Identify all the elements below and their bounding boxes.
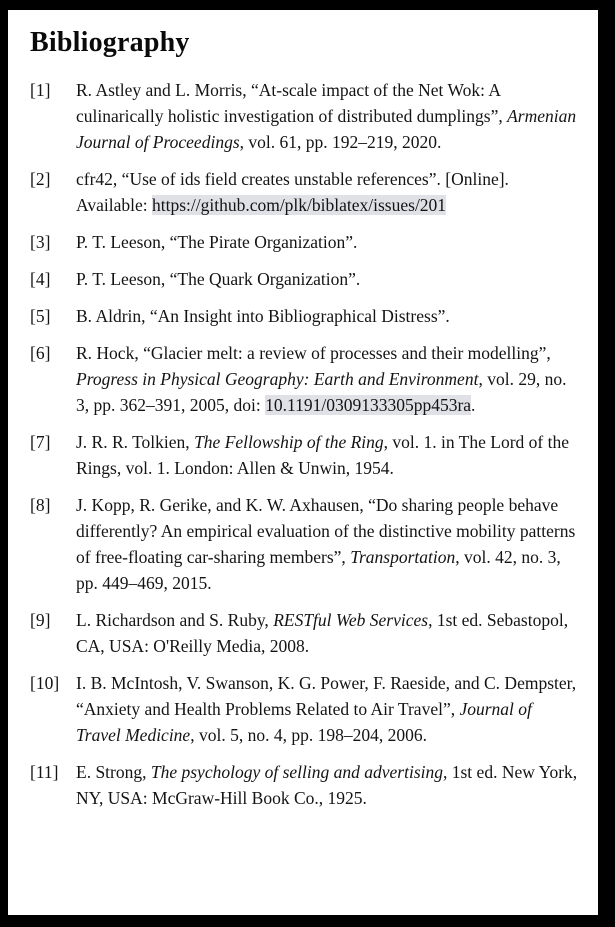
- entry-italic-title: The psychology of selling and advertising: [150, 762, 443, 782]
- entry-link[interactable]: https://github.com/plk/biblatex/issues/201: [151, 195, 447, 215]
- entry-run: cfr42, “Use of ids field creates unstable references”. [Online]. Available:: [76, 169, 509, 215]
- bib-entry: [30, 429, 582, 481]
- entry-italic-title: Armenian Journal of Proceedings: [76, 106, 577, 152]
- entry-run: E. Strong,: [76, 762, 151, 782]
- bib-entry: [30, 303, 582, 329]
- bibliography-page: [8, 10, 598, 915]
- entry-run: , vol. 5, no. 4, pp. 198–204, 2006.: [190, 725, 427, 745]
- entry-label: [2]: [30, 169, 51, 189]
- bib-entry: [30, 77, 582, 155]
- bib-entry: [30, 340, 582, 418]
- entry-label: [3]: [30, 232, 51, 252]
- entry-list: [30, 77, 582, 811]
- entry-run: R. Hock, “Glacier melt: a review of processes and their modelling”,: [76, 343, 551, 363]
- entry-run: , 1st ed. Sebastopol, CA, USA: O'Reilly Media, 2008.: [76, 610, 569, 656]
- entry-label: [1]: [30, 80, 51, 100]
- entry-run: L. Richardson and S. Ruby,: [76, 610, 274, 630]
- entry-run: J. R. R. Tolkien,: [76, 432, 195, 452]
- bib-entry: [30, 229, 582, 255]
- entry-italic-title: RESTful Web Services: [273, 610, 429, 630]
- entry-label: [5]: [30, 306, 51, 326]
- entry-text: [76, 670, 582, 748]
- entry-run: , vol. 29, no. 3, pp. 362–391, 2005, doi:: [76, 369, 567, 415]
- entry-italic-title: Transportation: [350, 547, 456, 567]
- entry-italic-title: The Fellowship of the Ring: [194, 432, 384, 452]
- entry-run: , vol. 1. in The Lord of the Rings, vol. 1. London: Allen & Unwin, 1954.: [76, 432, 569, 478]
- entry-run: P. T. Leeson, “The Quark Organization”.: [76, 269, 361, 289]
- entry-run: P. T. Leeson, “The Pirate Organization”.: [76, 232, 358, 252]
- entry-label: [4]: [30, 269, 51, 289]
- bib-entry: [30, 492, 582, 596]
- entry-run: , vol. 61, pp. 192–219, 2020.: [239, 132, 442, 152]
- entry-run: J. Kopp, R. Gerike, and K. W. Axhausen, “Do sharing people behave differently? An empirical evaluation of the distinctive mobility patterns of free-floating car-sharing members”,: [76, 495, 576, 567]
- entry-text: [76, 492, 582, 596]
- entry-label: [9]: [30, 610, 51, 630]
- entry-italic-title: Progress in Physical Geography: Earth and Environment: [76, 369, 479, 389]
- entry-text: [76, 266, 582, 292]
- entry-italic-title: Journal of Travel Medicine: [76, 699, 532, 745]
- bib-entry: [30, 759, 582, 811]
- bib-entry: [30, 607, 582, 659]
- entry-text: [76, 340, 582, 418]
- entry-label: [7]: [30, 432, 51, 452]
- entry-label: [10]: [30, 673, 60, 693]
- page-content: [8, 10, 598, 811]
- entry-run: .: [471, 395, 476, 415]
- entry-text: [76, 429, 582, 481]
- entry-link[interactable]: 10.1191/0309133305pp453ra: [265, 395, 472, 415]
- entry-run: B. Aldrin, “An Insight into Bibliographical Distress”.: [76, 306, 450, 326]
- entry-text: [76, 229, 582, 255]
- bib-entry: [30, 166, 582, 218]
- entry-run: , 1st ed. New York, NY, USA: McGraw-Hill Book Co., 1925.: [76, 762, 578, 808]
- bib-entry: [30, 670, 582, 748]
- entry-label: [11]: [30, 762, 59, 782]
- entry-text: [76, 77, 582, 155]
- entry-run: , vol. 42, no. 3, pp. 449–469, 2015.: [76, 547, 561, 593]
- entry-label: [6]: [30, 343, 51, 363]
- entry-run: R. Astley and L. Morris, “At-scale impact of the Net Wok: A culinarically holistic investigation of distributed dumplings”,: [76, 80, 508, 126]
- page-title: Bibliography: [30, 27, 190, 58]
- entry-text: [76, 607, 582, 659]
- entry-text: [76, 166, 582, 218]
- bib-entry: [30, 266, 582, 292]
- entry-run: I. B. McIntosh, V. Swanson, K. G. Power, F. Raeside, and C. Dempster, “Anxiety and Health Problems Related to Air Travel”,: [76, 673, 577, 719]
- entry-label: [8]: [30, 495, 51, 515]
- entry-text: [76, 759, 582, 811]
- entry-text: [76, 303, 582, 329]
